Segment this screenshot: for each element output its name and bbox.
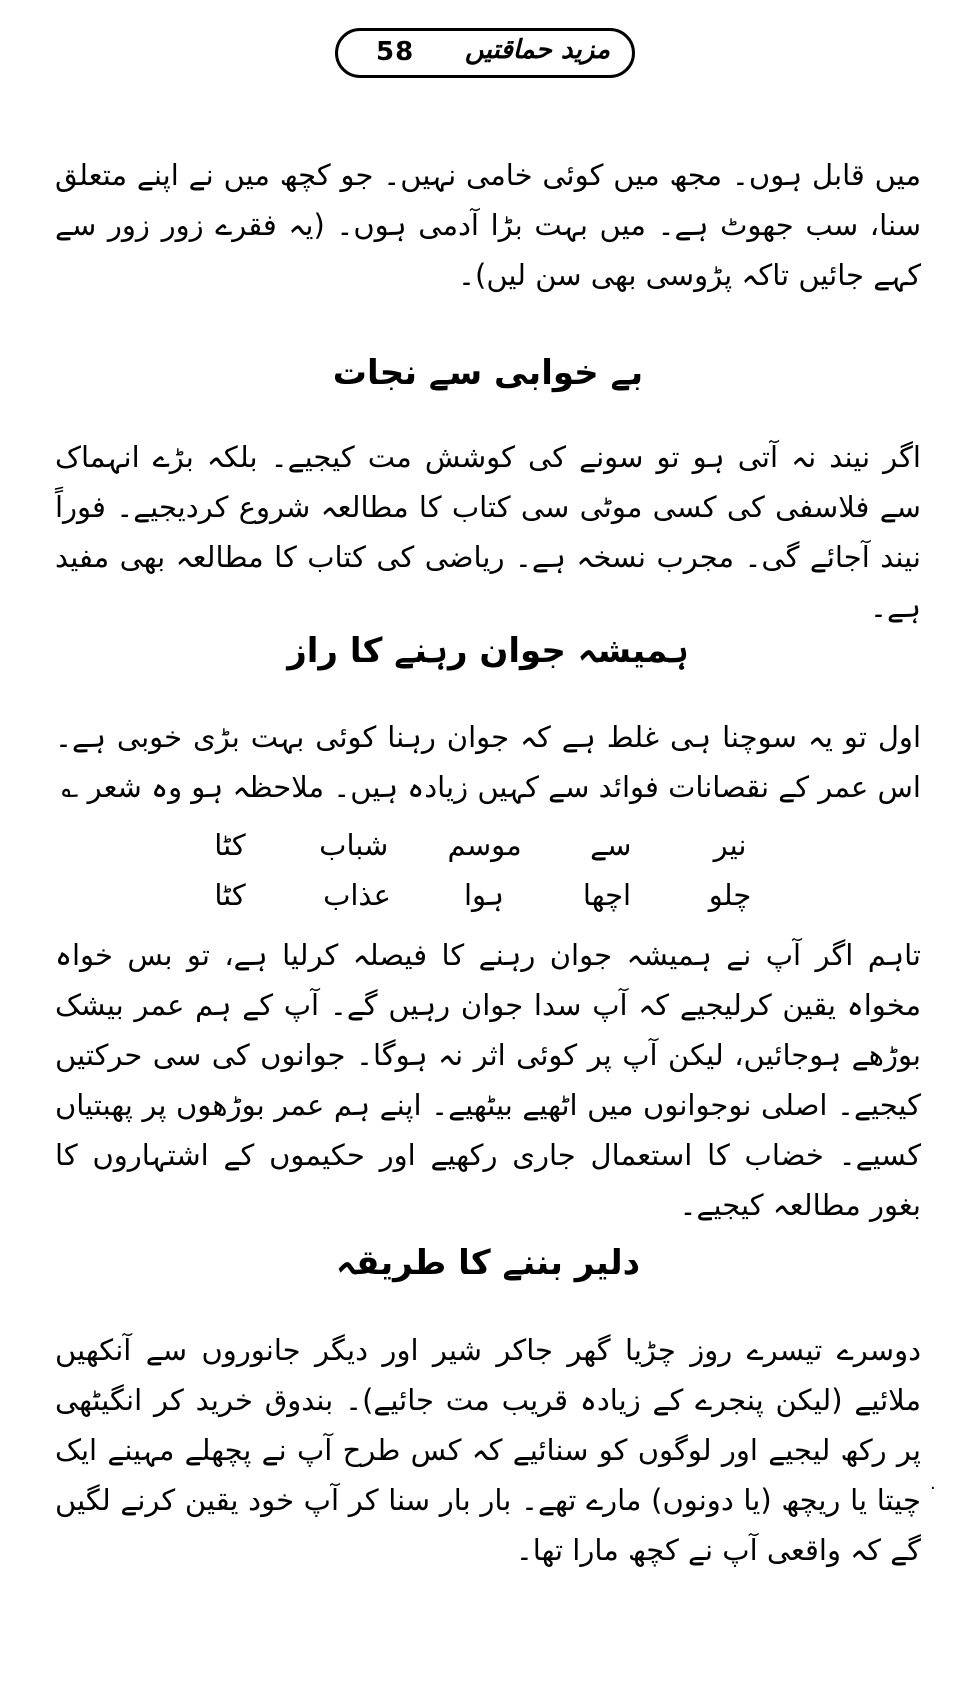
verse-word: نیر bbox=[713, 828, 747, 862]
verse-word: سے bbox=[590, 828, 632, 862]
verse-word: ہوا bbox=[463, 878, 504, 912]
paragraph-intro: میں قابل ہوں۔ مجھ میں کوئی خامی نہیں۔ جو کچھ میں نے اپنے متعلق سنا، سب جھوٹ ہے۔ میں بہت بڑا آدمی ہوں۔ (یہ فقرے زور زور سے کہے جائیں تاکہ پڑوسی بھی سن لیں)۔ bbox=[55, 158, 921, 292]
margin-dot: · bbox=[930, 1478, 936, 1499]
verse-word: اچھا bbox=[582, 878, 632, 912]
paragraph-youth: اول تو یہ سوچنا ہی غلط ہے کہ جوان رہنا کوئی بہت بڑی خوبی ہے۔ اس عمر کے نقصانات فوائد سے کہیں زیادہ ہیں۔ ملاحظہ ہو وہ شعر ؎ bbox=[55, 720, 921, 804]
verse-word: کٹا bbox=[214, 878, 246, 912]
page-header bbox=[335, 28, 635, 78]
verse-line-1 bbox=[200, 828, 760, 878]
heading-bravery: دلیر بننے کا طریقہ bbox=[335, 1243, 641, 1283]
verse-word: شباب bbox=[319, 828, 389, 862]
verse-word: چلو bbox=[708, 878, 752, 912]
verse-line-2 bbox=[200, 878, 760, 928]
verse-word: عذاب bbox=[323, 878, 391, 912]
verse-word: موسم bbox=[447, 828, 522, 862]
paragraph-bravery: دوسرے تیسرے روز چڑیا گھر جاکر شیر اور دیگر جانوروں سے آنکھیں ملائیے (لیکن پنجرے کے زیادہ قریب مت جائیے)۔ بندوق خرید کر انگیٹھی پر رکھ لیجیے اور لوگوں کو سنائیے کہ کس طرح آپ نے پچھلے مہینے ایک چیتا یا ریچھ (یا دونوں) مارے تھے۔ بار بار سنا کر آپ خود یقین کرنے لگیں گے کہ واقعی آپ نے کچھ مارا تھا۔ bbox=[55, 1333, 921, 1567]
heading-youth: ہمیشہ جوان رہنے کا راز bbox=[287, 631, 689, 671]
paragraph-insomnia: اگر نیند نہ آتی ہو تو سونے کی کوشش مت کیجیے۔ بلکہ بڑے انہماک سے فلاسفی کی کسی موٹی سی کتاب کا مطالعہ شروع کردیجیے۔ فوراً نیند آجائے گی۔ مجرب نسخہ ہے۔ ریاضی کی کتاب کا مطالعہ بھی مفید ہے۔ bbox=[55, 440, 921, 624]
paragraph-youth-advice: تاہم اگر آپ نے ہمیشہ جوان رہنے کا فیصلہ کرلیا ہے، تو بس خواہ مخواہ یقین کرلیجیے کہ آپ سدا جوان رہیں گے۔ آپ کے ہم عمر بیشک بوڑھے ہوجائیں، لیکن آپ پر کوئی اثر نہ ہوگا۔ جوانوں کی سی حرکتیں کیجیے۔ اصلی نوجوانوں میں اٹھیے بیٹھیے۔ اپنے ہم عمر بوڑھوں پر پھبتیاں کسیے۔ خضاب کا استعمال جاری رکھیے اور حکیموں کے اشتہاروں کا بغور مطالعہ کیجیے۔ bbox=[55, 938, 921, 1222]
page-number: 58 bbox=[376, 37, 415, 67]
verse-word: کٹا bbox=[214, 828, 246, 862]
heading-insomnia: بے خوابی سے نجات bbox=[332, 353, 644, 393]
book-title: مزید حماقتیں bbox=[464, 35, 610, 65]
